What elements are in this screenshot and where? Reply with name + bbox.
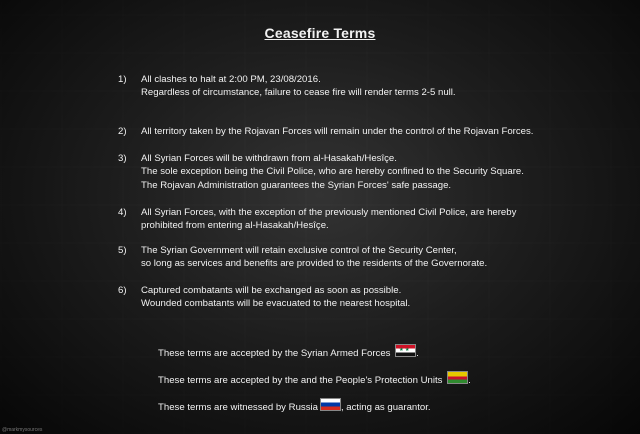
term-number: 2) xyxy=(118,126,127,137)
acceptance-text: These terms are accepted by the Syrian Armed Forces xyxy=(158,348,391,359)
acceptance-peoples-protection-units xyxy=(158,371,471,387)
term-line: so long as services and benefits are provided to the residents of the Governorate. xyxy=(141,258,488,270)
term-line: prohibited from entering al-Hasakah/Hesîçe. xyxy=(141,220,329,232)
acceptance-text: These terms are accepted by the and the People's Protection Units xyxy=(158,375,443,386)
term-line: Captured combatants will be exchanged as soon as possible. xyxy=(141,285,402,296)
term-line: The sole exception being the Civil Police, who are hereby confined to the Security Square. xyxy=(141,166,524,178)
term-number: 6) xyxy=(118,285,127,296)
term-text xyxy=(141,73,631,100)
term-number: 4) xyxy=(118,207,127,218)
term-number: 5) xyxy=(118,245,127,256)
acceptance-russia-guarantor xyxy=(158,398,431,414)
acceptance-suffix: . xyxy=(468,375,471,386)
page-title: Ceasefire Terms xyxy=(264,25,376,41)
term-line: The Syrian Government will retain exclusive control of the Security Center, xyxy=(141,245,457,256)
term-line: All Syrian Forces, with the exception of the previously mentioned Civil Police, are hereby xyxy=(141,207,517,218)
term-number: 3) xyxy=(118,153,127,164)
term-text xyxy=(141,206,631,233)
term-number: 1) xyxy=(118,74,127,85)
term-line: All clashes to halt at 2:00 PM, 23/08/2016. xyxy=(141,74,321,85)
acceptance-syrian-armed-forces xyxy=(158,344,419,360)
term-text xyxy=(141,244,631,271)
term-text xyxy=(141,284,631,311)
acceptance-suffix: , acting as guarantor. xyxy=(340,402,431,413)
ypg-flag-icon xyxy=(447,371,468,384)
term-line: All Syrian Forces will be withdrawn from al-Hasakah/Hesîçe. xyxy=(141,153,397,164)
term-line: Regardless of circumstance, failure to cease fire will render terms 2-5 null. xyxy=(141,87,456,99)
term-line: The Rojavan Administration guarantees the Syrian Forces' safe passage. xyxy=(141,179,452,191)
acceptance-text: These terms are witnessed by Russia xyxy=(158,402,318,413)
syria-flag-icon xyxy=(395,344,416,357)
acceptance-suffix: . xyxy=(416,348,419,359)
term-line: All territory taken by the Rojavan Forces will remain under the control of the Rojavan Forces. xyxy=(141,126,534,137)
term-text xyxy=(141,125,631,138)
term-text xyxy=(141,152,631,192)
watermark: @markmysources xyxy=(2,427,43,433)
term-line: Wounded combatants will be evacuated to the nearest hospital. xyxy=(141,298,411,310)
russia-flag-icon xyxy=(320,398,341,411)
